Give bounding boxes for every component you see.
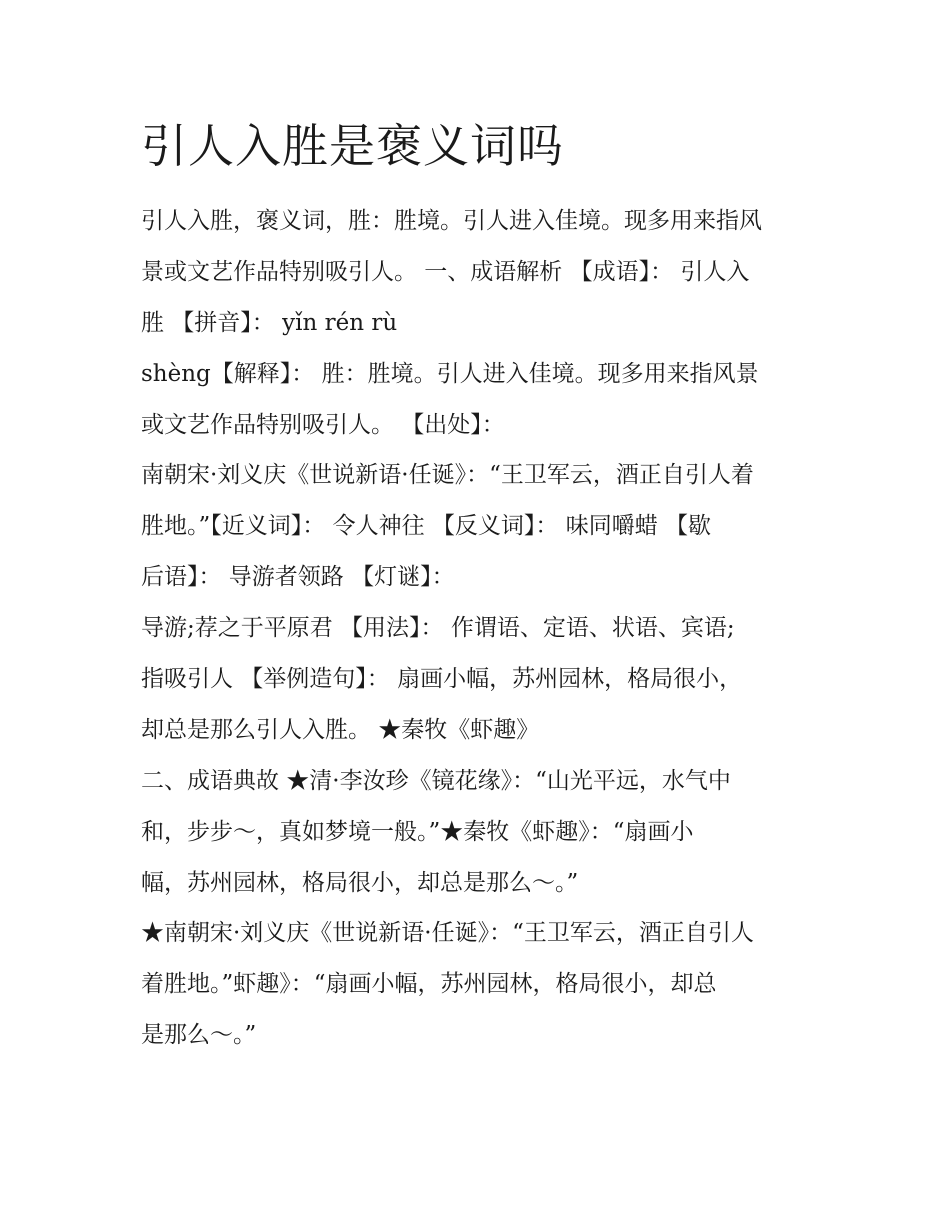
text-line-2: 景或文艺作品特别吸引人。 一、成语解析 【成语】： 引人入: [141, 258, 750, 285]
text-line-10: 指吸引人 【举例造句】： 扇画小幅，苏州园林，格局很小，: [141, 666, 743, 693]
text-line-9: 导游;荐之于平原君 【用法】： 作谓语、定语、状语、宾语;: [141, 615, 735, 642]
text-line-5: 或文艺作品特别吸引人。 【出处】：: [141, 411, 505, 438]
text-line-16: 着胜地。”虾趣》：“扇画小幅，苏州园林，格局很小，却总: [141, 971, 717, 998]
text-line-13: 和，步步～，真如梦境一般。”★秦牧《虾趣》：“扇画小: [141, 818, 694, 845]
text-line-12: 二、成语典故 ★清·李汝珍《镜花缘》：“山光平远，水气中: [141, 767, 731, 794]
text-line-17: 是那么～。”: [141, 1022, 257, 1049]
text-line-8: 后语】： 导游者领路 【灯谜】：: [141, 564, 455, 591]
text-line-14: 幅，苏州园林，格局很小，却总是那么～。”: [141, 869, 579, 896]
text-line-4: shèng【解释】： 胜：胜境。引人进入佳境。现多用来指风景: [141, 360, 759, 387]
text-line-3: 胜 【拼音】： yǐn rén rù: [141, 309, 398, 336]
text-line-6: 南朝宋·刘义庆《世说新语·任诞》：“王卫军云，酒正自引人着: [141, 462, 754, 489]
document-body: [141, 196, 821, 1061]
text-line-1: 引人入胜，褒义词，胜：胜境。引人进入佳境。现多用来指风: [141, 208, 762, 234]
text-line-15: ★南朝宋·刘义庆《世说新语·任诞》：“王卫军云，酒正自引人: [141, 920, 754, 947]
text-line-11: 却总是那么引人入胜。 ★秦牧《虾趣》: [141, 716, 540, 743]
text-line-7: 胜地。”【近义词】： 令人神往 【反义词】： 味同嚼蜡 【歇: [141, 513, 712, 540]
document-title: 引人入胜是褒义词吗: [141, 119, 564, 173]
